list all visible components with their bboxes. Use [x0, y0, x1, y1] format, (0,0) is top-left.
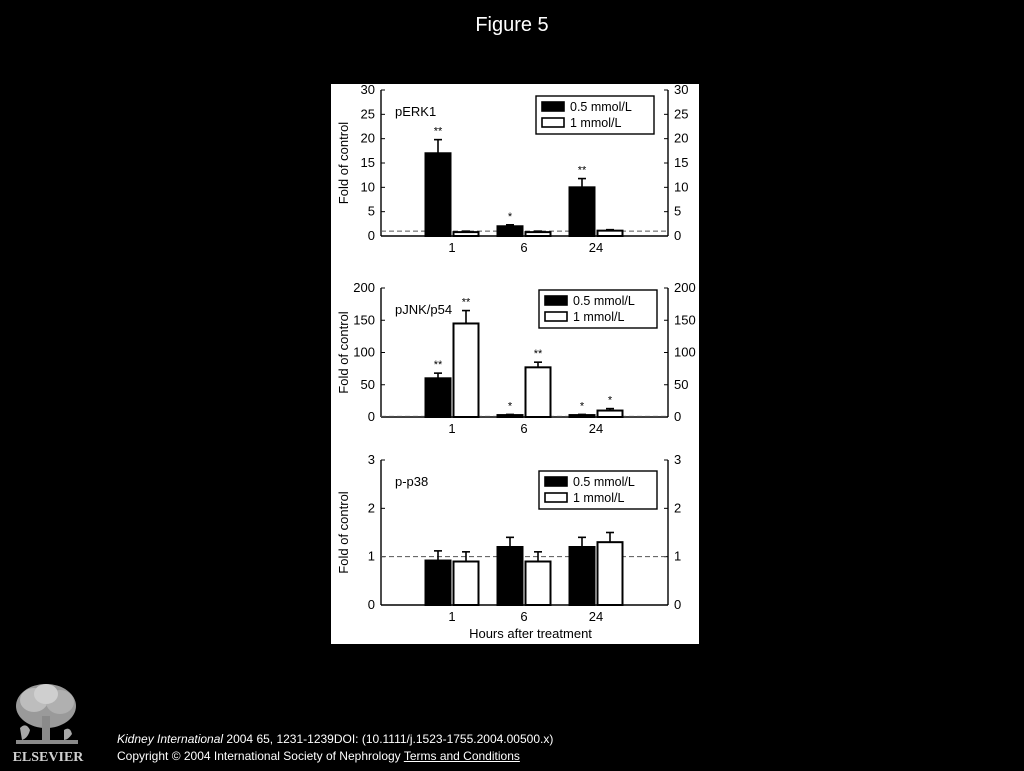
legend-swatch — [542, 102, 564, 111]
x-tick-label: 24 — [588, 421, 604, 436]
slide-title: Figure 5 — [475, 14, 549, 36]
bar-black — [498, 547, 523, 605]
y-tick-label: 0 — [674, 597, 682, 612]
tree-icon — [6, 680, 90, 766]
bar-black — [426, 561, 451, 605]
legend-swatch — [545, 312, 567, 321]
x-tick-label: 24 — [588, 609, 604, 624]
bar-white — [454, 232, 479, 236]
y-tick-label: 20 — [674, 130, 689, 146]
y-tick-label: 10 — [674, 179, 689, 195]
significance-label: ** — [433, 359, 443, 372]
bar-black — [426, 153, 451, 236]
y-tick-label: 3 — [674, 452, 682, 467]
citation-line — [117, 731, 553, 748]
legend-swatch — [545, 493, 567, 502]
bar-white — [598, 411, 623, 417]
citation-ref: 2004 65, 1231-1239DOI: (10.1111/j.1523-1755.2004.00500.x) — [223, 732, 554, 746]
bar-black — [426, 378, 451, 417]
journal-name: Kidney International — [117, 732, 224, 746]
x-tick-label: 1 — [448, 421, 456, 436]
bar-white — [526, 232, 551, 236]
y-tick-label: 100 — [353, 344, 375, 360]
significance-label: ** — [433, 125, 443, 138]
y-tick-label: 25 — [674, 106, 689, 122]
y-tick-label: 5 — [367, 203, 375, 219]
y-tick-label: 150 — [674, 312, 696, 328]
panel-label: pJNK/p54 — [395, 302, 453, 317]
panel-label: pERK1 — [395, 104, 437, 119]
bar-white — [598, 231, 623, 236]
bar-black — [570, 547, 595, 605]
citation — [117, 731, 553, 765]
y-tick-label: 15 — [360, 155, 375, 170]
chart-p-p38 — [336, 452, 681, 641]
y-tick-label: 200 — [353, 280, 375, 295]
legend-label: 1 mmol/L — [573, 310, 625, 324]
elsevier-logo — [6, 680, 90, 766]
y-tick-label: 30 — [360, 84, 375, 97]
bar-black — [570, 415, 595, 417]
y-tick-label: 25 — [360, 106, 375, 122]
y-tick-label: 0 — [367, 228, 375, 243]
significance-label: * — [507, 400, 513, 413]
x-tick-label: 6 — [520, 240, 528, 255]
significance-label: * — [607, 394, 613, 407]
y-tick-label: 150 — [353, 312, 375, 328]
y-tick-label: 15 — [674, 155, 689, 170]
legend-label: 0.5 mmol/L — [573, 294, 635, 308]
y-axis-label: Fold of control — [336, 311, 351, 394]
legend-label: 1 mmol/L — [570, 116, 622, 130]
bar-white — [454, 323, 479, 417]
figure-charts — [331, 84, 699, 644]
x-tick-label: 24 — [588, 240, 604, 255]
figure-panel — [331, 84, 699, 644]
y-tick-label: 1 — [367, 548, 375, 564]
legend-label: 0.5 mmol/L — [573, 475, 635, 489]
terms-link[interactable]: Terms and Conditions — [403, 749, 520, 763]
y-tick-label: 0 — [674, 409, 682, 424]
y-axis-label: Fold of control — [336, 491, 351, 574]
significance-label: ** — [461, 296, 471, 309]
y-tick-label: 2 — [367, 500, 375, 516]
legend — [539, 290, 657, 328]
y-tick-label: 0 — [367, 409, 375, 424]
legend-swatch — [542, 118, 564, 127]
bar-white — [454, 562, 479, 606]
y-axis-label: Fold of control — [336, 121, 351, 205]
legend — [539, 471, 657, 509]
y-tick-label: 3 — [367, 452, 375, 467]
y-tick-label: 50 — [674, 376, 689, 392]
legend-swatch — [545, 477, 567, 486]
legend-label: 0.5 mmol/L — [570, 100, 632, 114]
legend-swatch — [545, 296, 567, 305]
bar-white — [526, 562, 551, 606]
y-tick-label: 100 — [674, 344, 696, 360]
significance-label: * — [579, 400, 585, 413]
y-tick-label: 50 — [360, 376, 375, 392]
chart-pjnk-p54 — [336, 280, 696, 436]
x-tick-label: 1 — [448, 240, 456, 255]
copyright-text: Copyright © 2004 International Society of Nephrology — [117, 749, 401, 763]
legend — [536, 96, 654, 134]
y-tick-label: 200 — [674, 280, 696, 295]
legend-label: 1 mmol/L — [573, 491, 625, 505]
significance-label: ** — [577, 164, 587, 177]
copyright-line — [117, 748, 553, 765]
bar-black — [570, 187, 595, 236]
y-tick-label: 1 — [674, 548, 682, 564]
panel-label: p-p38 — [395, 474, 429, 489]
x-tick-label: 6 — [520, 421, 528, 436]
y-tick-label: 20 — [360, 130, 375, 146]
y-tick-label: 30 — [674, 84, 689, 97]
significance-label: * — [507, 210, 513, 223]
y-tick-label: 5 — [674, 203, 682, 219]
x-axis-label: Hours after treatment — [469, 626, 592, 641]
significance-label: ** — [533, 348, 543, 361]
bar-white — [526, 367, 551, 417]
y-tick-label: 10 — [360, 179, 375, 195]
bar-white — [598, 542, 623, 605]
bar-black — [498, 226, 523, 236]
y-tick-label: 0 — [674, 228, 682, 243]
x-tick-label: 6 — [520, 609, 528, 624]
x-tick-label: 1 — [448, 609, 456, 624]
y-tick-label: 2 — [674, 500, 682, 516]
chart-perk1 — [336, 84, 688, 255]
logo-text: ELSEVIER — [12, 750, 84, 765]
bar-black — [498, 415, 523, 417]
y-tick-label: 0 — [367, 597, 375, 612]
